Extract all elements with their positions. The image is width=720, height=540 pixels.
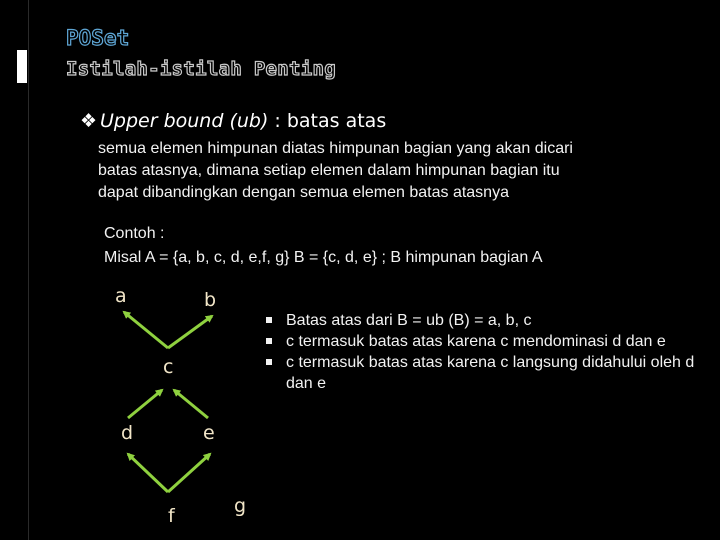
slide-title: POSet: [66, 26, 130, 50]
node-b: b: [204, 289, 217, 311]
edge-f-e: [168, 454, 210, 492]
example-sets: Misal A = {a, b, c, d, e,f, g} B = {c, d, e} ; B himpunan bagian A: [104, 249, 543, 266]
term-label: Upper bound (ub): [100, 110, 269, 132]
edge-d-c: [128, 390, 162, 418]
square-bullet-icon: [266, 359, 272, 365]
definition-line: semua elemen himpunan diatas himpunan bagian yang akan dicari: [98, 140, 573, 157]
node-f: f: [168, 505, 175, 527]
node-a: a: [115, 285, 127, 307]
square-bullet-icon: [266, 317, 272, 323]
note-item: [264, 310, 704, 331]
upper-bound-notes: [264, 310, 704, 394]
edge-c-a: [124, 312, 168, 348]
edge-c-b: [168, 316, 212, 348]
diamond-bullet-icon: ❖: [80, 110, 98, 132]
square-bullet-icon: [266, 338, 272, 344]
note-item: [264, 352, 704, 394]
node-g: g: [234, 495, 247, 517]
node-c: c: [163, 356, 174, 378]
term-meaning: : batas atas: [268, 110, 387, 132]
example-heading: Contoh :: [104, 225, 165, 242]
node-e: e: [203, 422, 215, 444]
note-item: [264, 331, 704, 352]
definition-line: batas atasnya, dimana setiap elemen dalam himpunan bagian itu: [98, 162, 560, 179]
definition-line: dapat dibandingkan dengan semua elemen batas atasnya: [98, 184, 509, 201]
note-text: c termasuk batas atas karena c langsung didahului oleh d dan e: [286, 354, 695, 392]
note-text: c termasuk batas atas karena c mendominasi d dan e: [286, 333, 666, 350]
edge-e-c: [174, 390, 208, 418]
note-text: Batas atas dari B = ub (B) = a, b, c: [286, 312, 532, 329]
edge-f-d: [128, 454, 168, 492]
slide-subtitle: Istilah-istilah Penting: [66, 58, 336, 80]
node-d: d: [121, 422, 134, 444]
